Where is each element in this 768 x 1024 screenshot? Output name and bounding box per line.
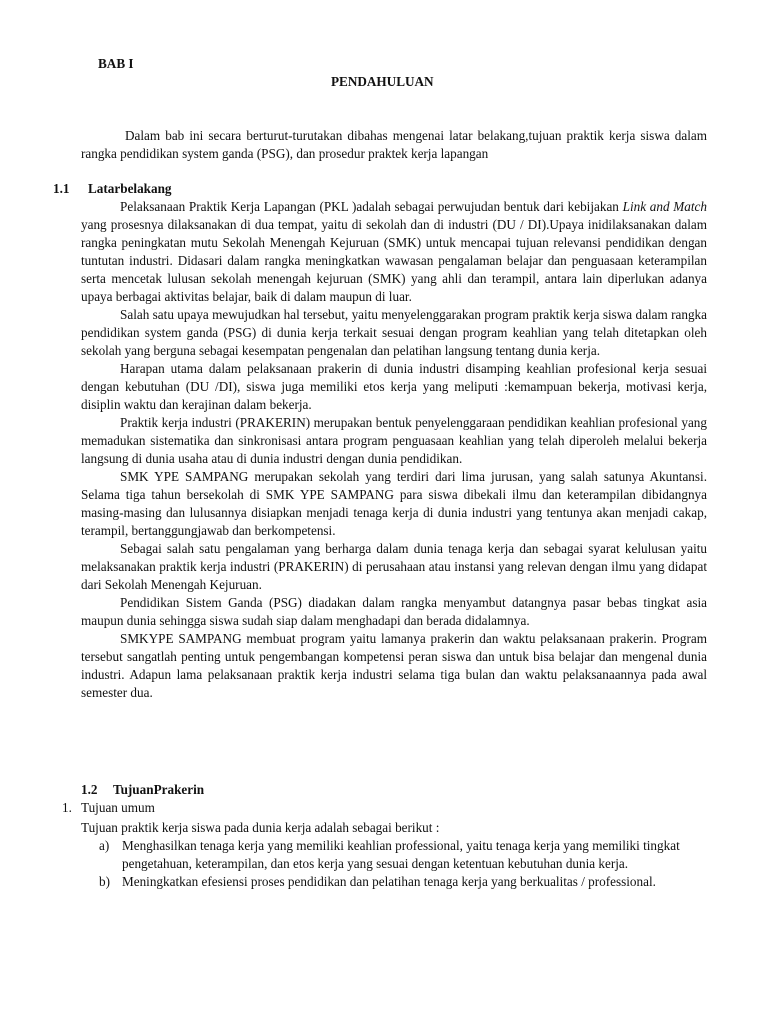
section-1-paragraph-2: Salah satu upaya mewujudkan hal tersebut, yaitu menyelenggarakan program praktik kerja siswa dalam rangka pendidikan system ganda (PSG) di dunia kerja terkait sesuai dengan program keahlian yang telah ditetapkan oleh sekolah yang berguna sebagai kesempatan pengenalan dan pelatihan langsung tentang dunia kerja. [81,307,707,358]
intro-text: Dalam bab ini secara berturut-turutakan dibahas mengenai latar belakang,tujuan praktik kerja siswa dalam rangka pendidikan system ganda (PSG), dan prosedur praktek kerja lapangan [81,128,707,161]
section-1-paragraph-8: SMKYPE SAMPANG membuat program yaitu lamanya prakerin dan waktu pelaksanaan prakerin. Program tersebut sangatlah penting untuk pengembangan kompetensi peran siswa dan untuk bisa belajar dan mengenal dunia industri. Adapun lama pelaksanaan praktik kerja industri selama tiga bulan dan waktu pelaksanaannya pada awal semester dua. [81,631,707,700]
section-2-title: TujuanPrakerin [113,782,205,797]
section-1-heading [53,181,172,197]
section-1-title: Latarbelakang [88,181,172,196]
section-2-lead: Tujuan praktik kerja siswa pada dunia kerja adalah sebagai berikut : [81,820,440,835]
paragraph-1-start: Pelaksanaan Praktik Kerja Lapangan (PKL )adalah sebagai perwujudan bentuk dari kebijakan [120,199,623,214]
section-1-number: 1.1 [53,181,70,196]
chapter-title: PENDAHULUAN [331,74,434,89]
list-subitem-a [81,837,707,873]
section-2-heading [81,782,204,798]
list-item-1-marker: 1. [62,800,72,815]
section-1-paragraph-1 [81,198,707,306]
subitem-b-text: Meningkatkan efesiensi proses pendidikan dan pelatihan tenaga kerja yang berkualitas / professional. [122,874,656,889]
list-subitem-b [81,873,707,891]
section-1-paragraph-3: Harapan utama dalam pelaksanaan prakerin di dunia industri disamping keahlian profesional kerja sesuai dengan kebutuhan (DU /DI), siswa juga memiliki etos kerja yang meliputi :kemampuan bekerja, motivasi kerja, disiplin waktu dan kerajinan dalam bekerja. [81,361,707,412]
paragraph-1-end: yang prosesnya dilaksanakan di dua tempat, yaitu di sekolah dan di industri (DU / DI).Upaya inidilaksanakan dalam rangka peningkatan mutu Sekolah Menengah Kejuruan (SMK) untuk mencapai tujuan relevansi pendidikan dengan tuntutan industri. Didasari dalam rangka meningkatkan wawasan pengalaman belajar dan penguasaan keterampilan serta mencetak lulusan sekolah menengah kejuruan (SMK) yang ahli dan terampil, antara lain diperlukan adanya upaya berbagai aktivitas belajar, baik di dalam maupun di luar. [81,217,707,304]
section-2-list [81,819,707,891]
section-1-paragraph-4: Praktik kerja industri (PRAKERIN) merupakan bentuk penyelenggaraan pendidikan keahlian profesional yang memadukan sistematika dan sinkronisasi antara program penguasaan keahlian yang telah diperoleh melalui bekerja langsung di dunia usaha atau di dunia industri dengan dunia pendidikan. [81,415,707,466]
subitem-a-text: Menghasilkan tenaga kerja yang memiliki keahlian professional, yaitu tenaga kerja yang memiliki tingkat pengetahuan, keterampilan, dan etos kerja yang sesuai dengan ketentuan kebutuhan dunia kerja. [122,838,680,871]
section-1-paragraph-6: Sebagai salah satu pengalaman yang berharga dalam dunia tenaga kerja dan sebagai syarat kelulusan yaitu melaksanakan praktik kerja industri (PRAKERIN) di perusahaan atau instansi yang relevan dengan ilmu yang didapat dari Sekolah Menengah Kejuruan. [81,541,707,592]
section-1-paragraph-5: SMK YPE SAMPANG merupakan sekolah yang terdiri dari lima jurusan, yang salah satunya Akuntansi. Selama tiga tahun bersekolah di SMK YPE SAMPANG para siswa dibekali ilmu dan keterampilan dibidangnya masing-masing dan lulusannya disiapkan menjadi tenaga kerja di dunia industri yang tentunya akan menjadi cakap, terampil, bertanggungjawab dan berkompetensi. [81,469,707,538]
subitem-a-marker: a) [99,838,110,853]
section-2-number: 1.2 [81,782,98,797]
section-1-body [81,198,707,702]
chapter-label: BAB I [98,56,134,71]
intro-paragraph [81,127,707,163]
paragraph-1-italic-term: Link and Match [622,199,707,214]
subitem-b-marker: b) [99,874,110,889]
section-1-paragraph-7: Pendidikan Sistem Ganda (PSG) diadakan dalam rangka menyambut datangnya pasar bebas tingkat asia maupun dunia sehingga siswa sudah siap dalam menghadapi dan berada didalamnya. [81,595,707,628]
list-item-1-label: Tujuan umum [81,800,155,815]
